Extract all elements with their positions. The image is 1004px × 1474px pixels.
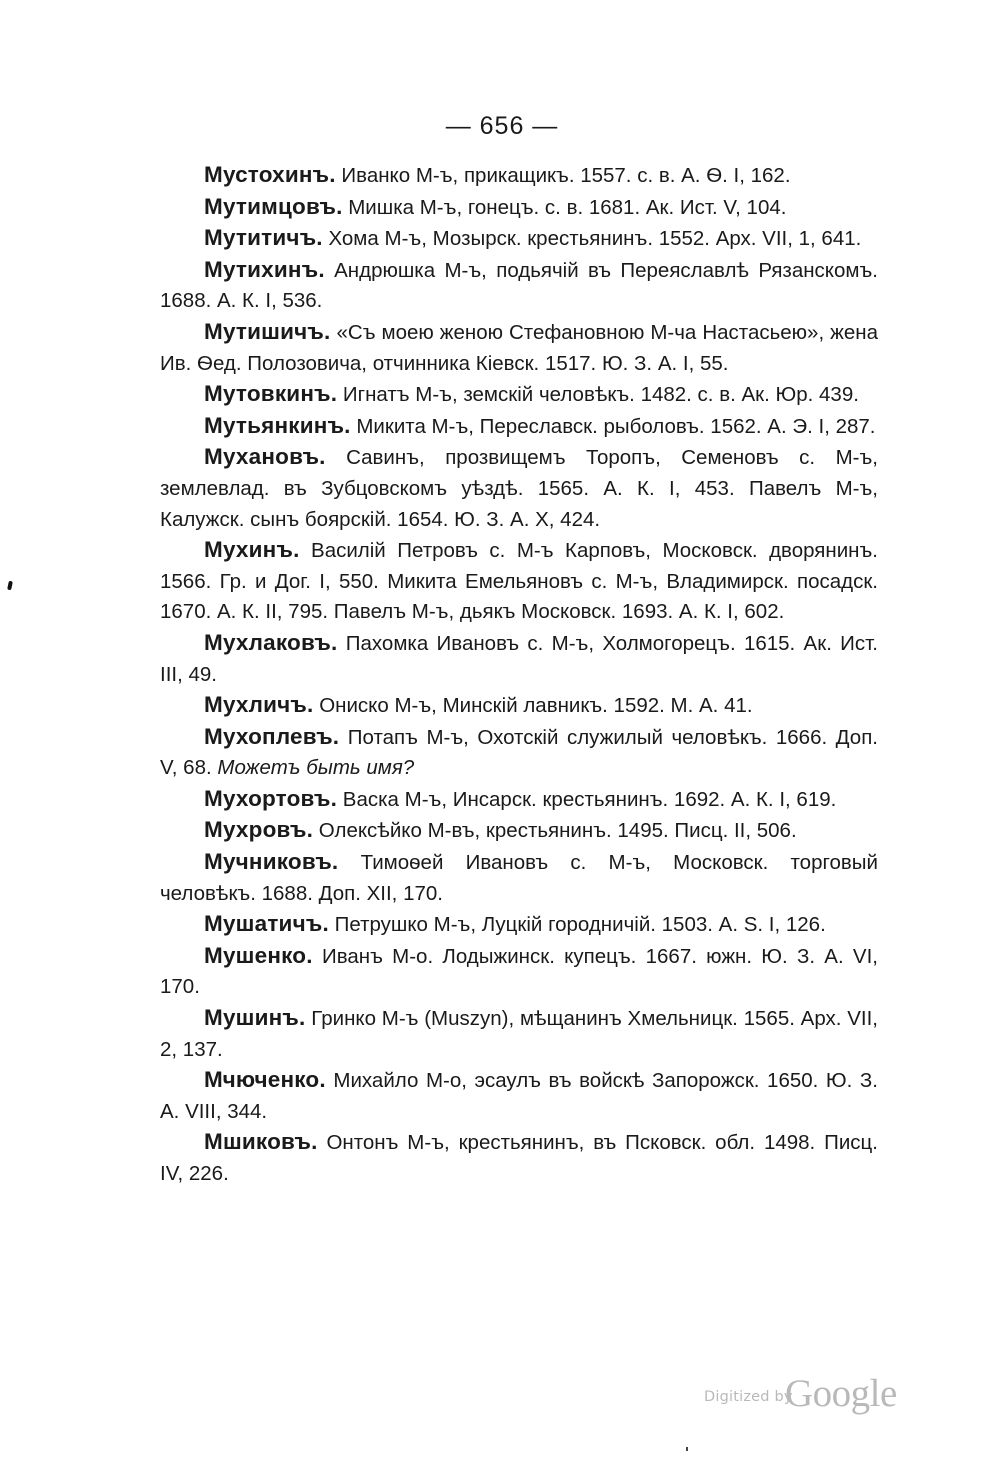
entry	[160, 784, 878, 816]
entry	[160, 1127, 878, 1189]
entry-note: Можетъ быть имя?	[217, 756, 415, 780]
entry	[160, 690, 878, 722]
entry-headword: Мушинъ.	[204, 1005, 306, 1031]
digitized-watermark	[704, 1371, 914, 1417]
entry-text: Мишка М-ъ, гонецъ. с. в. 1681. Ак. Ист. V, 104.	[348, 195, 787, 219]
entry-headword: Мутимцовъ.	[204, 193, 343, 219]
entry-text: Ониско М-ъ, Минскій лавникъ. 1592. М. А. 41.	[319, 694, 753, 718]
entry	[160, 160, 878, 192]
entry-headword: Мутовкинъ.	[204, 381, 338, 407]
dictionary-entries	[160, 160, 878, 1190]
entry-headword: Мчюченко.	[204, 1067, 326, 1093]
ink-speck	[7, 581, 13, 591]
entry	[160, 411, 878, 443]
entry	[160, 722, 878, 784]
google-logo: Google	[785, 1372, 897, 1415]
entry-headword: Мухортовъ.	[204, 785, 338, 811]
entry	[160, 223, 878, 255]
entry	[160, 192, 878, 224]
entry-text: Михайло М-о, эсаулъ въ войскѣ Запорожск. 1650. Ю. З. А. VIII, 344.	[160, 1069, 878, 1123]
entry-text: Савинъ, прозвищемъ Торопъ, Семеновъ с. М-ъ, землевлад. въ Зубцовскомъ уѣздѣ. 1565. А. К. I, 453. Павелъ М-ъ, Калужск. сынъ боярскій. 1654. Ю. З. А. X, 424.	[160, 446, 878, 531]
entry-headword: Мухинъ.	[204, 537, 300, 563]
entry-headword: Мутишичъ.	[204, 318, 331, 344]
entry-text: Петрушко М-ъ, Луцкій городничій. 1503. A. S. I, 126.	[334, 913, 826, 937]
entry	[160, 815, 878, 847]
entry	[160, 941, 878, 1003]
entry-headword: Мустохинъ.	[204, 162, 336, 187]
entry-text: Олексѣйко М-въ, крестьянинъ. 1495. Писц. II, 506.	[318, 819, 797, 843]
entry	[160, 909, 878, 941]
ink-speck	[686, 1447, 688, 1451]
entry-headword: Мутихинъ.	[204, 256, 325, 282]
entry-headword: Мушенко.	[204, 942, 313, 968]
entry	[160, 628, 878, 690]
entry-text: Потапъ М-ъ, Охотскій служилый человѣкъ. 1666. Доп. V, 68.	[160, 725, 878, 780]
entry-text: Андрюшка М-ъ, подьячій въ Переяславлѣ Рязанскомъ. 1688. А. К. I, 536.	[160, 258, 878, 313]
entry-text: Игнатъ М-ъ, земскій человѣкъ. 1482. с. в. Ак. Юр. 439.	[342, 383, 859, 407]
page-number: — 656 —	[445, 112, 559, 140]
entry	[160, 317, 878, 379]
entry	[160, 535, 878, 628]
entry-text: «Съ моею женою Стефановною М-ча Настасьею», жена Ив. Ѳед. Полозовича, отчинника Кіевск. 1517. Ю. З. А. I, 55.	[160, 320, 878, 375]
entry-text: Онтонъ М-ъ, крестьянинъ, въ Псковск. обл. 1498. Писц. IV, 226.	[160, 1131, 878, 1185]
entry-text: Иванъ М-о. Лодыжинск. купецъ. 1667. южн. Ю. З. А. VI, 170.	[160, 944, 878, 999]
entry	[160, 1065, 878, 1127]
entry	[160, 379, 878, 411]
entry-text: Микита М-ъ, Переславск. рыболовъ. 1562. А. Э. I, 287.	[356, 414, 876, 438]
entry	[160, 1003, 878, 1065]
entry-headword: Мушатичъ.	[204, 911, 329, 937]
entry-headword: Мухличъ.	[204, 692, 314, 718]
entry-text: Хома М-ъ, Мозырск. крестьянинъ. 1552. Арх. VII, 1, 641.	[328, 227, 862, 251]
entry-headword: Мшиковъ.	[204, 1129, 318, 1155]
entry	[160, 255, 878, 317]
entry	[160, 442, 878, 535]
entry-text: Гринко М-ъ (Muszyn), мѣщанинъ Хмельницк. 1565. Арх. VII, 2, 137.	[160, 1007, 878, 1061]
entry-headword: Мучниковъ.	[204, 849, 339, 875]
entry-text: Пахомка Ивановъ с. М-ъ, Холмогорецъ. 1615. Ак. Ист. III, 49.	[160, 631, 878, 686]
entry-text: Василій Петровъ с. М-ъ Карповъ, Московск. дворянинъ. 1566. Гр. и Дог. I, 550. Микита Емельяновъ с. М-ъ, Владимирск. посадск. 1670. А. К. II, 795. Павелъ М-ъ, дьякъ Московск. 1693. А. К. I, 602.	[160, 539, 878, 624]
watermark-prefix: Digitized by	[704, 1389, 793, 1405]
entry-headword: Мухоплевъ.	[204, 723, 340, 749]
entry-text: Васка М-ъ, Инсарск. крестьянинъ. 1692. А. К. I, 619.	[342, 787, 837, 811]
entry	[160, 847, 878, 909]
entry-headword: Мухлаковъ.	[204, 629, 338, 655]
entry-headword: Мутитичъ.	[204, 225, 323, 251]
entry-headword: Мухровъ.	[204, 817, 314, 843]
entry-headword: Мухановъ.	[204, 444, 326, 470]
entry-text: Тимоѳей Ивановъ с. М-ъ, Московск. торговый человѣкъ. 1688. Доп. XII, 170.	[160, 851, 878, 905]
entry-text: Иванко М-ъ, прикащикъ. 1557. с. в. А. Ѳ. I, 162.	[341, 164, 791, 187]
entry-headword: Мутьянкинъ.	[204, 412, 351, 438]
